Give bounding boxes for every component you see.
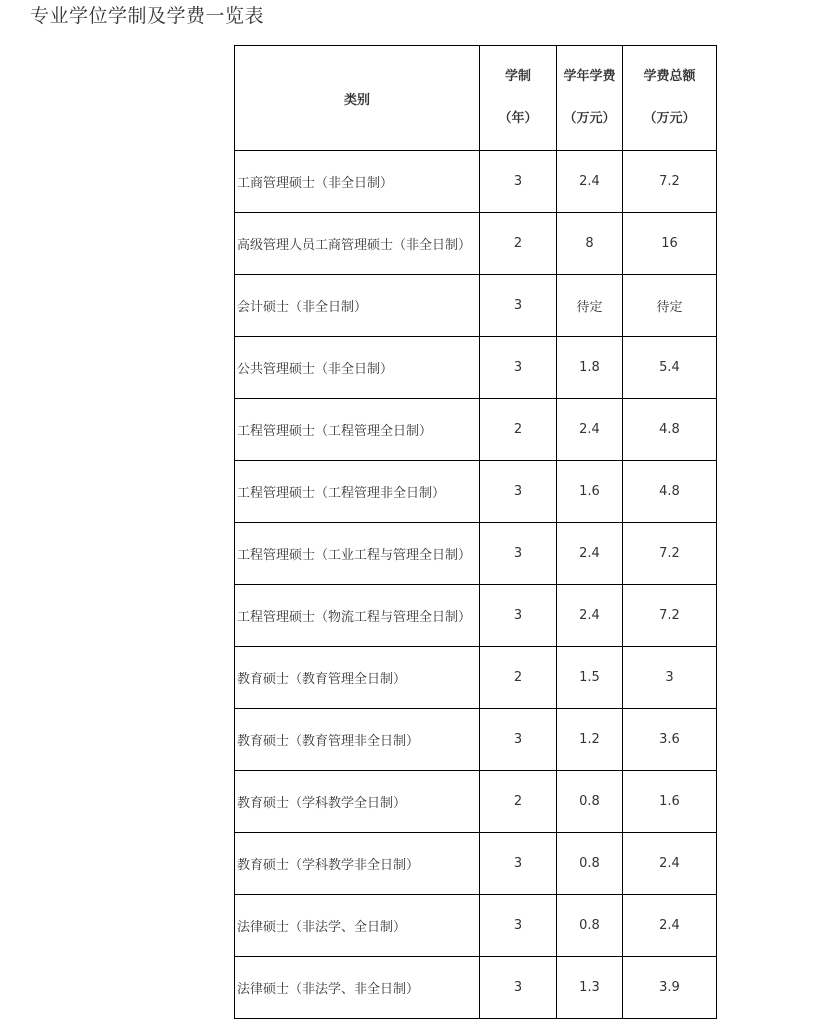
header-annual-fee-unit: （万元） <box>563 111 616 126</box>
category-cell: 教育硕士（学科教学非全日制） <box>235 833 480 895</box>
annual-fee-cell: 1.6 <box>557 461 623 523</box>
table-row <box>235 523 717 585</box>
total-fee-cell: 2.4 <box>623 833 717 895</box>
category-cell: 会计硕士（非全日制） <box>235 275 480 337</box>
table-row <box>235 895 717 957</box>
annual-fee-cell: 0.8 <box>557 833 623 895</box>
table-row <box>235 337 717 399</box>
years-cell: 3 <box>480 957 557 1019</box>
years-cell: 3 <box>480 585 557 647</box>
header-years-label: 学制 <box>504 69 531 84</box>
years-cell: 3 <box>480 461 557 523</box>
total-fee-cell: 3 <box>623 647 717 709</box>
annual-fee-cell: 0.8 <box>557 895 623 957</box>
annual-fee-cell: 8 <box>557 213 623 275</box>
annual-fee-cell: 1.5 <box>557 647 623 709</box>
years-cell: 2 <box>480 213 557 275</box>
years-cell: 3 <box>480 523 557 585</box>
header-annual-fee-label: 学年学费 <box>563 69 616 84</box>
years-cell: 3 <box>480 337 557 399</box>
annual-fee-cell: 1.3 <box>557 957 623 1019</box>
total-fee-cell: 4.8 <box>623 399 717 461</box>
category-cell: 工程管理硕士（工程管理全日制） <box>235 399 480 461</box>
annual-fee-cell: 2.4 <box>557 399 623 461</box>
total-fee-cell: 7.2 <box>623 523 717 585</box>
total-fee-cell: 16 <box>623 213 717 275</box>
annual-fee-cell: 2.4 <box>557 523 623 585</box>
years-cell: 2 <box>480 399 557 461</box>
header-years <box>480 46 557 151</box>
header-category: 类别 <box>235 46 480 151</box>
category-cell: 法律硕士（非法学、全日制） <box>235 895 480 957</box>
years-cell: 3 <box>480 709 557 771</box>
total-fee-cell: 7.2 <box>623 585 717 647</box>
years-cell: 2 <box>480 647 557 709</box>
table-header <box>235 46 717 151</box>
table-row <box>235 585 717 647</box>
table-row <box>235 399 717 461</box>
table-row <box>235 771 717 833</box>
category-cell: 法律硕士（非法学、非全日制） <box>235 957 480 1019</box>
header-row <box>235 46 717 151</box>
total-fee-cell: 待定 <box>623 275 717 337</box>
total-fee-cell: 7.2 <box>623 151 717 213</box>
category-cell: 教育硕士（教育管理非全日制） <box>235 709 480 771</box>
header-total-fee <box>623 46 717 151</box>
table-row <box>235 957 717 1019</box>
page-title: 专业学位学制及学费一览表 <box>30 5 265 27</box>
category-cell: 工程管理硕士（工程管理非全日制） <box>235 461 480 523</box>
total-fee-cell: 3.6 <box>623 709 717 771</box>
category-cell: 教育硕士（教育管理全日制） <box>235 647 480 709</box>
annual-fee-cell: 2.4 <box>557 585 623 647</box>
years-cell: 3 <box>480 833 557 895</box>
table-body <box>235 151 717 1019</box>
annual-fee-cell: 待定 <box>557 275 623 337</box>
category-cell: 工商管理硕士（非全日制） <box>235 151 480 213</box>
years-cell: 3 <box>480 895 557 957</box>
table-row <box>235 151 717 213</box>
category-cell: 教育硕士（学科教学全日制） <box>235 771 480 833</box>
table-row <box>235 275 717 337</box>
header-years-unit: （年） <box>498 111 538 126</box>
annual-fee-cell: 2.4 <box>557 151 623 213</box>
category-cell: 公共管理硕士（非全日制） <box>235 337 480 399</box>
total-fee-cell: 2.4 <box>623 895 717 957</box>
table-row <box>235 213 717 275</box>
table-row <box>235 647 717 709</box>
table-row <box>235 461 717 523</box>
category-cell: 工程管理硕士（工业工程与管理全日制） <box>235 523 480 585</box>
annual-fee-cell: 1.8 <box>557 337 623 399</box>
table-row <box>235 709 717 771</box>
total-fee-cell: 4.8 <box>623 461 717 523</box>
table-row <box>235 833 717 895</box>
total-fee-cell: 5.4 <box>623 337 717 399</box>
header-annual-fee <box>557 46 623 151</box>
years-cell: 3 <box>480 151 557 213</box>
years-cell: 3 <box>480 275 557 337</box>
annual-fee-cell: 0.8 <box>557 771 623 833</box>
total-fee-cell: 3.9 <box>623 957 717 1019</box>
category-cell: 工程管理硕士（物流工程与管理全日制） <box>235 585 480 647</box>
total-fee-cell: 1.6 <box>623 771 717 833</box>
annual-fee-cell: 1.2 <box>557 709 623 771</box>
header-total-fee-unit: （万元） <box>643 111 696 126</box>
category-cell: 高级管理人员工商管理硕士（非全日制） <box>235 213 480 275</box>
years-cell: 2 <box>480 771 557 833</box>
header-total-fee-label: 学费总额 <box>643 69 696 84</box>
tuition-table <box>234 45 717 1019</box>
